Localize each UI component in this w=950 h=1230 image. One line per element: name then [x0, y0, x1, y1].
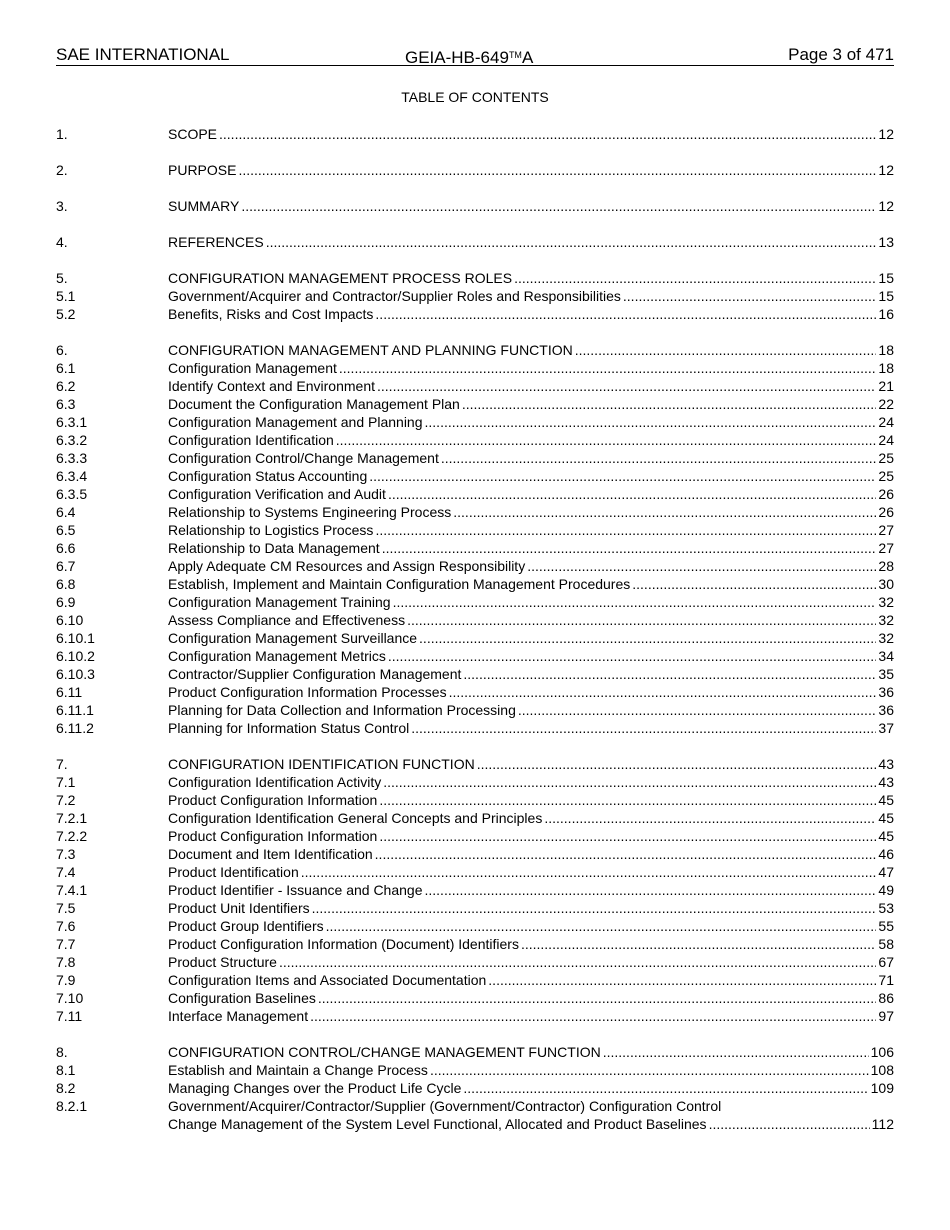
- toc-entry-line: [168, 917, 894, 935]
- toc-entry[interactable]: [56, 935, 894, 953]
- toc-entry[interactable]: [56, 305, 894, 323]
- toc-entry-page: 32: [878, 612, 894, 628]
- toc-entry-number: 7.8: [56, 954, 76, 970]
- dot-leader: [266, 233, 877, 251]
- toc-entry-page: 26: [878, 486, 894, 502]
- toc-entry[interactable]: [56, 593, 894, 611]
- toc-entry-page: 109: [870, 1080, 894, 1096]
- toc-entry-line: [168, 647, 894, 665]
- toc-entry-title: Configuration Baselines: [168, 990, 316, 1006]
- toc-entry[interactable]: [56, 773, 894, 791]
- dot-leader: [632, 575, 876, 593]
- toc-entry[interactable]: [56, 233, 894, 251]
- toc-entry-title: Managing Changes over the Product Life Cycle: [168, 1080, 462, 1096]
- toc-entry-title: REFERENCES: [168, 234, 264, 250]
- toc-entry[interactable]: [56, 503, 894, 521]
- toc-entry-line: [168, 809, 894, 827]
- toc-entry-title: Configuration Management: [168, 360, 337, 376]
- dot-leader: [544, 809, 876, 827]
- dot-leader: [462, 395, 877, 413]
- toc-entry[interactable]: [56, 485, 894, 503]
- toc-entry-title: Product Configuration Information: [168, 792, 378, 808]
- dot-leader: [709, 1115, 870, 1133]
- toc-entry-title: Government/Acquirer and Contractor/Supplier Roles and Responsibilities: [168, 288, 621, 304]
- dot-leader: [488, 971, 876, 989]
- toc-entry-page: 12: [878, 126, 894, 142]
- toc-entry-page: 46: [878, 846, 894, 862]
- toc-entry-number: 8.2.1: [56, 1098, 88, 1114]
- toc-entry-title: Configuration Verification and Audit: [168, 486, 386, 502]
- toc-entry-number: 6.: [56, 342, 68, 358]
- toc-entry[interactable]: [56, 701, 894, 719]
- trademark-mark: TM: [508, 50, 522, 60]
- toc-entry-number: 7.6: [56, 918, 76, 934]
- toc-entry-line: [168, 467, 894, 485]
- toc-entry-title: CONFIGURATION MANAGEMENT PROCESS ROLES: [168, 270, 513, 286]
- toc-entry[interactable]: [56, 449, 894, 467]
- toc-entry[interactable]: [56, 557, 894, 575]
- toc-entry[interactable]: [56, 575, 894, 593]
- toc-entry-title: CONFIGURATION CONTROL/CHANGE MANAGEMENT FUNCTION: [168, 1044, 601, 1060]
- toc-entry-line: [168, 755, 894, 773]
- toc-entry-page: 36: [878, 684, 894, 700]
- toc-entry-number: 7.5: [56, 900, 76, 916]
- toc-entry-line: [168, 773, 894, 791]
- toc-entry-title: Apply Adequate CM Resources and Assign Responsibility: [168, 558, 526, 574]
- toc-entry[interactable]: [56, 863, 894, 881]
- toc-entry-line: [168, 287, 894, 305]
- dot-leader: [382, 539, 877, 557]
- toc-entry-page: 108: [870, 1062, 894, 1078]
- dot-leader: [375, 845, 877, 863]
- toc-entry-line: [168, 359, 894, 377]
- toc-entry[interactable]: [56, 1061, 894, 1079]
- toc-entry-page: 43: [878, 774, 894, 790]
- toc-entry-title: Assess Compliance and Effectiveness: [168, 612, 406, 628]
- toc-entry-page: 37: [878, 720, 894, 736]
- toc-entry-number: 5.2: [56, 306, 76, 322]
- dot-leader: [575, 341, 877, 359]
- toc-entry-line: [168, 593, 894, 611]
- toc-entry-title: Relationship to Data Management: [168, 540, 380, 556]
- toc-entry[interactable]: [56, 1097, 894, 1133]
- toc-entry-number: 7.: [56, 756, 68, 772]
- doc-id-text: GEIA-HB-649: [405, 48, 509, 67]
- toc-entry-line: [168, 791, 894, 809]
- toc-entry-page: 106: [870, 1044, 894, 1060]
- toc-entry-page: 36: [878, 702, 894, 718]
- toc-entry[interactable]: [56, 899, 894, 917]
- toc-entry-title: Product Identifier - Issuance and Change: [168, 882, 423, 898]
- toc-entry-number: 6.5: [56, 522, 76, 538]
- toc-entry-page: 30: [878, 576, 894, 592]
- toc-entry-title: Configuration Management Surveillance: [168, 630, 418, 646]
- toc-entry-line: [168, 233, 894, 251]
- toc-entry-number: 6.6: [56, 540, 76, 556]
- toc-entry-number: 6.3.4: [56, 468, 88, 484]
- toc-entry-line: [168, 863, 894, 881]
- dot-leader: [375, 521, 876, 539]
- toc-entry-title: Product Configuration Information (Document) Identifiers: [168, 936, 519, 952]
- toc-entry-title: Configuration Control/Change Management: [168, 450, 439, 466]
- toc-entry-number: 7.10: [56, 990, 84, 1006]
- toc-entry-page: 25: [878, 450, 894, 466]
- toc-entry-number: 8.2: [56, 1080, 76, 1096]
- toc-entry-number: 6.10.2: [56, 648, 95, 664]
- toc-entry-line: [168, 413, 894, 431]
- toc-entry[interactable]: [56, 683, 894, 701]
- toc-entry-page: 24: [878, 414, 894, 430]
- toc-entry-title: Interface Management: [168, 1008, 309, 1024]
- toc-entry-number: 7.11: [56, 1008, 83, 1024]
- toc-entry[interactable]: [56, 287, 894, 305]
- toc-entry-line: [168, 953, 894, 971]
- toc-entry-title: CONFIGURATION MANAGEMENT AND PLANNING FUNCTION: [168, 342, 573, 358]
- toc-entry-line: [168, 989, 894, 1007]
- toc-entry-number: 5.: [56, 270, 68, 286]
- toc-entry-title: Change Management of the System Level Functional, Allocated and Product Baselines: [168, 1116, 707, 1132]
- toc-entry-line: [168, 1043, 894, 1061]
- header-org: SAE INTERNATIONAL: [56, 45, 230, 64]
- toc-entry-number: 8.1: [56, 1062, 76, 1078]
- toc-entry-line: [168, 125, 894, 143]
- toc-entry-number: 1.: [56, 126, 68, 142]
- toc-entry[interactable]: [56, 971, 894, 989]
- toc-entry-line: [168, 521, 894, 539]
- toc-entry-title: Product Configuration Information: [168, 828, 378, 844]
- toc-entry-line: [168, 575, 894, 593]
- toc-entry-page: 86: [878, 990, 894, 1006]
- dot-leader: [419, 629, 876, 647]
- header-page-number: Page 3 of 471: [788, 45, 894, 64]
- dot-leader: [407, 611, 876, 629]
- toc-entry-title: PURPOSE: [168, 162, 237, 178]
- toc-entry-title: Document the Configuration Management Plan: [168, 396, 460, 412]
- toc-entry-page: 24: [878, 432, 894, 448]
- toc-entry-line: [168, 395, 894, 413]
- toc-entry-title: Configuration Identification General Concepts and Principles: [168, 810, 543, 826]
- dot-leader: [477, 755, 877, 773]
- toc-entry-number: 8.: [56, 1044, 68, 1060]
- toc-entry-line: [168, 377, 894, 395]
- toc-entry-number: 6.11: [56, 684, 83, 700]
- toc-entry-number: 6.1: [56, 360, 76, 376]
- toc-entry-page: 18: [878, 342, 894, 358]
- toc-entry-page: 55: [878, 918, 894, 934]
- toc-entry[interactable]: [56, 161, 894, 179]
- dot-leader: [441, 449, 877, 467]
- dot-leader: [449, 683, 877, 701]
- toc-entry-line: [168, 611, 894, 629]
- toc-entry-number: 6.11.1: [56, 702, 94, 718]
- toc-entry-page: 49: [878, 882, 894, 898]
- toc-entry-title: Configuration Management and Planning: [168, 414, 423, 430]
- toc-entry-title: Document and Item Identification: [168, 846, 373, 862]
- toc-entry-title: Configuration Identification Activity: [168, 774, 382, 790]
- dot-leader: [463, 1079, 868, 1097]
- toc-entry[interactable]: [56, 377, 894, 395]
- toc-entry-page: 26: [878, 504, 894, 520]
- toc-entry-title: Benefits, Risks and Cost Impacts: [168, 306, 374, 322]
- toc-entry-title: SCOPE: [168, 126, 218, 142]
- toc-entry-title: Relationship to Logistics Process: [168, 522, 374, 538]
- toc-entry-number: 6.10: [56, 612, 84, 628]
- toc-entry-number: 6.3.3: [56, 450, 88, 466]
- dot-leader: [377, 377, 876, 395]
- toc-entry-title: Establish, Implement and Maintain Configuration Management Procedures: [168, 576, 631, 592]
- toc-entry-line: [168, 341, 894, 359]
- toc-entry-line: [168, 161, 894, 179]
- toc-entry[interactable]: [56, 467, 894, 485]
- toc-entry-line: [168, 1007, 894, 1025]
- toc-entry[interactable]: [56, 269, 894, 287]
- dot-leader: [339, 359, 877, 377]
- toc-entry-number: 6.2: [56, 378, 76, 394]
- toc-entry-line: [168, 683, 894, 701]
- dot-leader: [379, 827, 876, 845]
- toc-entry-line: [168, 431, 894, 449]
- dot-leader: [375, 305, 876, 323]
- toc-entry[interactable]: [56, 917, 894, 935]
- toc-entry[interactable]: [56, 881, 894, 899]
- toc-title: TABLE OF CONTENTS: [401, 89, 549, 105]
- toc-entry-line: [168, 1115, 894, 1133]
- toc-entry-number: 7.1: [56, 774, 76, 790]
- toc-entry-page: 35: [878, 666, 894, 682]
- toc-entry-page: 58: [878, 936, 894, 952]
- toc-entry[interactable]: [56, 431, 894, 449]
- toc-entry[interactable]: [56, 341, 894, 359]
- dot-leader: [411, 719, 876, 737]
- toc-entry[interactable]: [56, 521, 894, 539]
- toc-entry[interactable]: [56, 791, 894, 809]
- toc-entry-page: 71: [878, 972, 894, 988]
- toc-entry-page: 25: [878, 468, 894, 484]
- toc-entry-number: 6.4: [56, 504, 76, 520]
- toc-entry[interactable]: [56, 611, 894, 629]
- toc-entry-page: 45: [878, 828, 894, 844]
- toc-entry[interactable]: [56, 629, 894, 647]
- toc-entry-number: 6.8: [56, 576, 76, 592]
- toc-entry-number: 6.9: [56, 594, 76, 610]
- toc-entry-page: 15: [878, 270, 894, 286]
- dot-leader: [336, 431, 877, 449]
- toc-entry-title: SUMMARY: [168, 198, 240, 214]
- doc-id-suffix: A: [521, 48, 534, 67]
- toc-entry-number: 7.4.1: [56, 882, 88, 898]
- toc-entry-title: Configuration Status Accounting: [168, 468, 368, 484]
- toc-entry[interactable]: [56, 647, 894, 665]
- toc-entry[interactable]: [56, 1079, 894, 1097]
- toc-entry-number: 6.3.5: [56, 486, 88, 502]
- toc-entry-number: 7.4: [56, 864, 76, 880]
- toc-entry-page: 27: [878, 522, 894, 538]
- table-of-contents: [56, 125, 894, 1133]
- dot-leader: [388, 485, 876, 503]
- toc-entry-page: 12: [878, 162, 894, 178]
- dot-leader: [318, 989, 877, 1007]
- toc-entry-number: 7.2.2: [56, 828, 88, 844]
- dot-leader: [453, 503, 876, 521]
- toc-entry[interactable]: [56, 953, 894, 971]
- toc-entry-page: 22: [878, 396, 894, 412]
- toc-entry-line: [168, 827, 894, 845]
- toc-entry-line: [168, 503, 894, 521]
- toc-entry-page: 43: [878, 756, 894, 772]
- toc-entry-number: 6.11.2: [56, 720, 94, 736]
- dot-leader: [279, 953, 876, 971]
- toc-entry-title: Configuration Identification: [168, 432, 334, 448]
- dot-leader: [326, 917, 877, 935]
- toc-entry-line: [168, 449, 894, 467]
- toc-entry-line: [168, 845, 894, 863]
- toc-entry[interactable]: [56, 989, 894, 1007]
- toc-entry-title-line1: Government/Acquirer/Contractor/Supplier (Government/Contractor) Configuration Control: [168, 1098, 722, 1114]
- toc-entry-number: 6.7: [56, 558, 76, 574]
- toc-entry-title: Product Group Identifiers: [168, 918, 324, 934]
- toc-entry[interactable]: [56, 413, 894, 431]
- toc-entry-page: 18: [878, 360, 894, 376]
- dot-leader: [238, 161, 876, 179]
- toc-entry-title: Configuration Management Metrics: [168, 648, 386, 664]
- toc-entry-line: [168, 557, 894, 575]
- dot-leader: [527, 557, 876, 575]
- toc-entry-page: 34: [878, 648, 894, 664]
- toc-entry-page: 15: [878, 288, 894, 304]
- toc-entry-page: 67: [878, 954, 894, 970]
- toc-entry-title: Product Configuration Information Processes: [168, 684, 447, 700]
- toc-entry[interactable]: [56, 755, 894, 773]
- toc-entry[interactable]: [56, 1007, 894, 1025]
- toc-entry[interactable]: [56, 827, 894, 845]
- toc-entry-line: [168, 539, 894, 557]
- toc-entry-number: 7.2: [56, 792, 76, 808]
- toc-entry-title: Establish and Maintain a Change Process: [168, 1062, 428, 1078]
- toc-entry-line: [168, 899, 894, 917]
- toc-entry-line: [168, 935, 894, 953]
- toc-entry-number: 7.2.1: [56, 810, 88, 826]
- toc-entry[interactable]: [56, 665, 894, 683]
- toc-entry-title: Product Unit Identifiers: [168, 900, 310, 916]
- dot-leader: [521, 935, 876, 953]
- toc-entry-line: [168, 269, 894, 287]
- toc-entry-title: Planning for Data Collection and Information Processing: [168, 702, 516, 718]
- toc-entry-number: 6.3: [56, 396, 76, 412]
- toc-entry-line: [168, 485, 894, 503]
- dot-leader: [393, 593, 877, 611]
- toc-entry-title: Product Structure: [168, 954, 277, 970]
- dot-leader: [388, 647, 877, 665]
- toc-entry-title: CONFIGURATION IDENTIFICATION FUNCTION: [168, 756, 475, 772]
- toc-entry[interactable]: [56, 395, 894, 413]
- toc-entry[interactable]: [56, 845, 894, 863]
- toc-entry-number: 4.: [56, 234, 68, 250]
- header-doc-id: [405, 45, 533, 68]
- toc-entry-page: 27: [878, 540, 894, 556]
- toc-entry-page: 45: [878, 810, 894, 826]
- toc-entry-number: 3.: [56, 198, 68, 214]
- toc-entry-number: 6.10.3: [56, 666, 95, 682]
- toc-entry-page: 47: [878, 864, 894, 880]
- toc-entry-title: Identify Context and Environment: [168, 378, 376, 394]
- dot-leader: [301, 863, 877, 881]
- dot-leader: [219, 125, 876, 143]
- toc-entry-line: [168, 1061, 894, 1079]
- toc-entry-page: 28: [878, 558, 894, 574]
- toc-entry[interactable]: [56, 125, 894, 143]
- toc-entry-line: [168, 665, 894, 683]
- toc-entry-title: Configuration Management Training: [168, 594, 391, 610]
- toc-entry-line: [168, 305, 894, 323]
- toc-entry[interactable]: [56, 1043, 894, 1061]
- dot-leader: [379, 791, 876, 809]
- toc-entry-number: 7.7: [56, 936, 76, 952]
- dot-leader: [603, 1043, 869, 1061]
- toc-entry-title: Product Identification: [168, 864, 299, 880]
- toc-entry-page: 45: [878, 792, 894, 808]
- toc-entry[interactable]: [56, 719, 894, 737]
- dot-leader: [623, 287, 877, 305]
- toc-entry-line: [168, 971, 894, 989]
- dot-leader: [310, 1007, 876, 1025]
- toc-entry-number: 5.1: [56, 288, 76, 304]
- toc-entry-title: Planning for Information Status Control: [168, 720, 410, 736]
- toc-entry-line: [168, 881, 894, 899]
- dot-leader: [241, 197, 876, 215]
- toc-entry[interactable]: [56, 359, 894, 377]
- toc-entry-page: 32: [878, 594, 894, 610]
- dot-leader: [425, 413, 877, 431]
- toc-entry-page: 12: [878, 198, 894, 214]
- toc-entry-number: 6.3.2: [56, 432, 88, 448]
- toc-entry[interactable]: [56, 197, 894, 215]
- toc-entry-page: 53: [878, 900, 894, 916]
- toc-entry-line: [168, 1079, 894, 1097]
- dot-leader: [514, 269, 876, 287]
- toc-entry-page: 32: [878, 630, 894, 646]
- dot-leader: [312, 899, 877, 917]
- dot-leader: [383, 773, 876, 791]
- toc-entry-number: 6.3.1: [56, 414, 88, 430]
- toc-entry-number: 2.: [56, 162, 68, 178]
- toc-entry-page: 13: [878, 234, 894, 250]
- toc-entry-title: Relationship to Systems Engineering Process: [168, 504, 452, 520]
- toc-entry-page: 21: [878, 378, 894, 394]
- toc-entry[interactable]: [56, 539, 894, 557]
- toc-entry-line: [168, 197, 894, 215]
- toc-entry-line: [168, 701, 894, 719]
- dot-leader: [518, 701, 877, 719]
- toc-entry[interactable]: [56, 809, 894, 827]
- toc-entry-number: 7.3: [56, 846, 76, 862]
- toc-entry-line: [168, 629, 894, 647]
- dot-leader: [369, 467, 876, 485]
- toc-entry-page: 97: [878, 1008, 894, 1024]
- dot-leader: [430, 1061, 869, 1079]
- toc-entry-number: 7.9: [56, 972, 76, 988]
- toc-entry-line: [168, 719, 894, 737]
- toc-entry-title: Contractor/Supplier Configuration Management: [168, 666, 462, 682]
- dot-leader: [463, 665, 876, 683]
- toc-entry-number: 6.10.1: [56, 630, 95, 646]
- toc-entry-page: 16: [878, 306, 894, 322]
- toc-entry-page: 112: [871, 1116, 894, 1132]
- toc-entry-title: Configuration Items and Associated Documentation: [168, 972, 487, 988]
- dot-leader: [425, 881, 877, 899]
- page-header: [56, 45, 894, 66]
